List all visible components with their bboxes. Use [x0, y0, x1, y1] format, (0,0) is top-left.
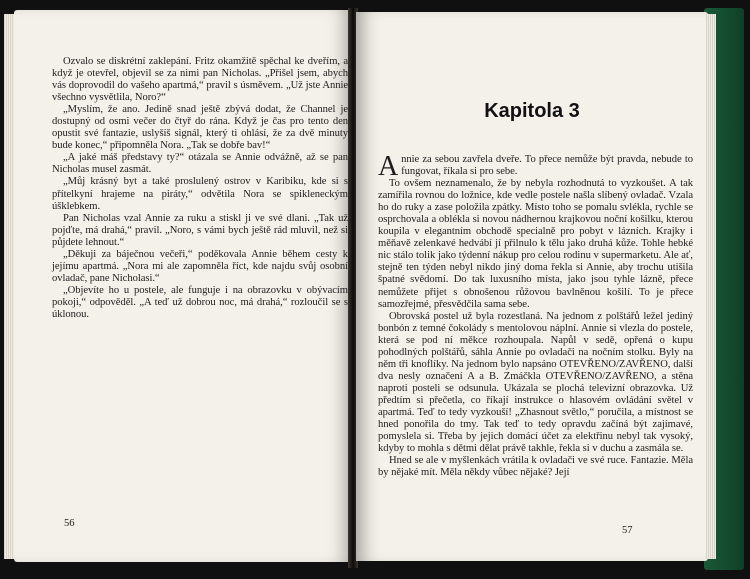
- paragraph: Ozvalo se diskrétní zaklepání. Fritz okamžitě spěchal ke dveřím, a když je otevřel, objevil se za nimi pan Nicholas. „Přišel jsem, abych vás doprovodil do vašeho apartmá,“ pravil s úsměvem. „Už jste Annie všechno vysvětlila, Noro?“: [52, 56, 348, 104]
- page-number-right: 57: [622, 525, 633, 536]
- page-edges-right: [706, 14, 716, 559]
- paragraph: To ovšem neznamenalo, že by nebyla rozhodnutá to vyzkoušet. A tak zamířila rovnou do ložnice, kde vedle postele našla slíbený ovladač. Vzala ho do ruky a zase položila zpátky. Místo toho se pomalu svlékla, rychle se osprchovala a oblékla si novou nádhernou krajkovou noční košilku, kterou koupila v elegantním obchodě specialně pro pobyt v lázních. Krajky i měňavě zelenkavé hedvábí jí přilnulo k tělu jako druhá kůže. Tohle hebké nic stálo tolik jako týdenní nákup pro celou rodinu v supermarketu. Ale ať, stejně ten týden nebyl nikdo jiný doma řekla si Annie, aby trochu utišila špatné svědomí. Do tak luxusního místa, jako jsou tyhle lázně, přece nemůžete přijet s obnošenou růžovou bavlněnou košilí. To je přece samozřejmé, přesvědčila sama sebe.: [378, 178, 693, 310]
- left-page-text: [52, 56, 348, 321]
- paragraph: „Myslím, že ano. Jedině snad ještě zbývá dodat, že Channel je dostupný od osmi večer do čtyř do rána. Když je čas pro tento den opustit své fantazie, uslyšíš signál, který ti ohlásí, že za dvě minuty bude konec,“ připomněla Nora. „Tak se dobře bav!“: [52, 104, 348, 152]
- drop-cap: A: [378, 151, 399, 182]
- first-paragraph-text: nnie za sebou zavřela dveře. To přece nemůže být pravda, nebude to fungovat, říkala si pro sebe.: [401, 154, 693, 178]
- paragraph: „Můj krásný byt a také proslulený ostrov v Karibiku, kde si s přítelkyní hrajeme na piráty,“ odvětila Nora se spikleneckým úšklebkem.: [52, 176, 348, 212]
- paragraph: „Objevíte ho u postele, ale funguje i na obrazovku v obývacím pokoji,“ odpověděl. „A teď už dobrou noc, má drahá,“ rozloučil se s úklonou.: [52, 284, 348, 320]
- paragraph: Hned se ale v myšlenkách vrátila k ovladači ve své ruce. Fantazie. Měla by nějaké mít. Měla někdy vůbec nějaké? Její: [378, 455, 693, 479]
- left-page: [14, 10, 350, 562]
- paragraph: [378, 151, 693, 182]
- paragraph: Obrovská postel už byla rozestlaná. Na jednom z polštářů ležel jediný bonbón z temné čokolády s mentolovou náplní. Annie si vlezla do postele, která se pod ní měkce rozhoupala. Napůl v sedě, opřená o kupu pohodlných polštářů, sáhla Annie po ovladači na nočním stolku. Byly na něm tři knoflíky. Na jednom bylo napsáno OTEVŘENO/ZAVŘENO, další dva nesly označení A a B. Zmáčkla OTEVŘENO/ZAVŘENO, a stěna naproti posteli se odsunula. Ukázala se plochá televizní obrazovka. Už předtím si přečetla, co říkají instrukce o hlasovém ovládání světel v apartmá. Teď to tedy vyzkouší! „Zhasnout světlo,“ poručila, a místnost se hned ponořila do tmy. Tak teď to tedy opravdu začíná být zajímavé, pomyslela si. Třeba by jejich domácí účet za elektřinu nebyl tak vysoký, kdyby to mohla s dětmi dělat právě takhle, řekla si v duchu a zasmála se.: [378, 310, 693, 455]
- right-page: [356, 12, 708, 561]
- chapter-title: Kapitola 3: [484, 100, 580, 122]
- paragraph: „Děkuji za báječnou večeři,“ poděkovala Annie během cesty k jejímu apartmá. „Nora mi ale zapomněla říct, kde najdu svůj osobní ovladač, pane Nicholasi.“: [52, 248, 348, 284]
- paragraph: „A jaké máš představy ty?“ otázala se Annie odvážně, až se pan Nicholas musel zasmát.: [52, 152, 348, 176]
- page-number-left: 56: [64, 518, 75, 529]
- right-page-text: [378, 151, 693, 479]
- paragraph: Pan Nicholas vzal Annie za ruku a stiskl ji ve své dlani. „Tak už pojďte, má drahá,“ pravil. „Noro, s vámi bych ještě rád mluvil, než si půjdete lehnout.“: [52, 212, 348, 248]
